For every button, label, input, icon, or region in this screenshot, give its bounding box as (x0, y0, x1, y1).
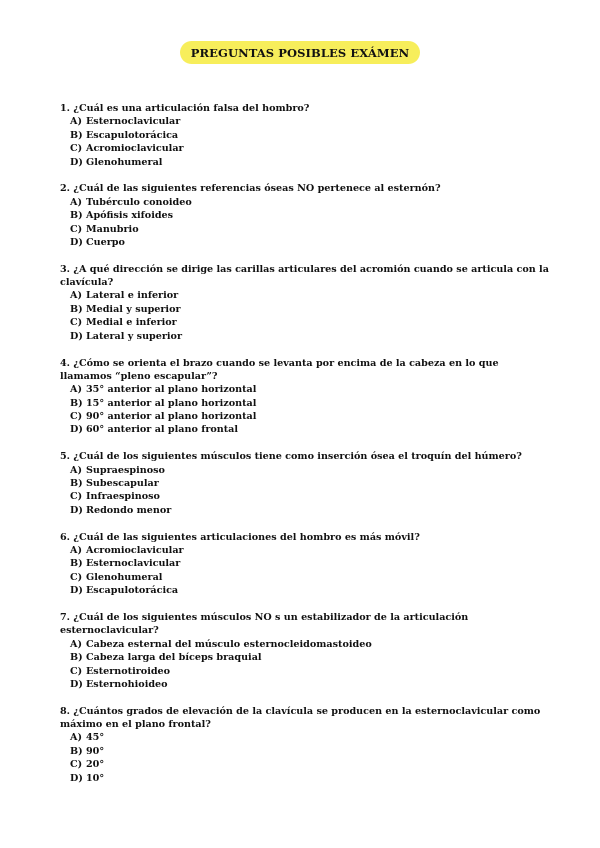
question-text: 4. ¿Cómo se orienta el brazo cuando se levanta por encima de la cabeza en lo que llamamos “pleno escapular”? (60, 357, 499, 382)
answer-option (70, 236, 550, 249)
option-letter: D) (70, 330, 83, 342)
question-text: 3. ¿A qué dirección se dirige las carillas articulares del acromión cuando se articula con la clavícula? (60, 263, 549, 289)
option-text: 45° (86, 732, 105, 744)
option-text: Manubrio (86, 223, 139, 235)
answer-option (70, 223, 550, 236)
option-text: Glenohumeral (86, 571, 163, 583)
option-text: Lateral y superior (86, 330, 183, 342)
option-letter: A) (70, 638, 82, 650)
option-letter: A) (70, 116, 82, 128)
answer-option (70, 115, 550, 128)
option-letter: C) (70, 491, 83, 503)
option-letter: C) (70, 143, 83, 155)
option-text: 90° (86, 745, 105, 757)
option-text: Cabeza larga del bíceps braquial (86, 652, 262, 664)
answer-option (70, 745, 550, 758)
option-letter: C) (70, 571, 83, 583)
answer-option (70, 303, 550, 316)
answer-option (70, 504, 550, 517)
answer-option (70, 423, 550, 436)
answer-option (70, 383, 550, 396)
option-text: Acromioclavicular (86, 143, 184, 155)
option-text: Escapulotorácica (86, 129, 179, 141)
answer-option (70, 665, 550, 678)
option-letter: A) (70, 464, 82, 476)
question-text: 6. ¿Cuál de las siguientes articulaciones del hombro es más móvil? (60, 531, 420, 543)
answer-options (60, 383, 550, 437)
answer-options (60, 464, 550, 518)
question-text: 1. ¿Cuál es una articulación falsa del hombro? (60, 103, 310, 114)
answer-option (70, 209, 550, 222)
question-block (60, 182, 550, 249)
answer-option (70, 557, 550, 570)
answer-option (70, 651, 550, 664)
answer-options (60, 731, 550, 785)
option-letter: C) (70, 223, 83, 235)
option-text: Esternoclavicular (86, 558, 181, 570)
option-letter: A) (70, 384, 82, 396)
option-text: Cuerpo (86, 236, 125, 248)
option-letter: B) (70, 652, 83, 664)
option-letter: C) (70, 759, 83, 771)
option-letter: D) (70, 236, 83, 248)
answer-option (70, 490, 550, 503)
option-text: Esternoclavicular (86, 116, 181, 128)
answer-option (70, 464, 550, 477)
answer-option (70, 330, 550, 343)
option-letter: D) (70, 678, 83, 690)
question-text: 8. ¿Cuántos grados de elevación de la clavícula se producen en la esternoclavicular como máximo en el plano frontal? (60, 705, 541, 731)
answer-option (70, 410, 550, 423)
question-text: 5. ¿Cuál de los siguientes músculos tiene como inserción ósea el troquín del húmero? (60, 451, 522, 463)
option-letter: D) (70, 424, 83, 436)
option-text: Lateral e inferior (86, 290, 179, 302)
answer-option (70, 758, 550, 771)
question-list (60, 102, 550, 799)
answer-option (70, 638, 550, 651)
question-block (60, 102, 550, 169)
answer-option (70, 142, 550, 155)
option-letter: A) (70, 545, 82, 556)
question-block (60, 531, 550, 598)
option-letter: D) (70, 772, 83, 784)
option-text: 90° anterior al plano horizontal (86, 410, 257, 422)
option-letter: B) (70, 210, 83, 222)
question-text: 7. ¿Cuál de los siguientes músculos NO s un estabilizador de la articulación esternoclavicular? (60, 612, 469, 637)
answer-option (70, 678, 550, 691)
option-letter: C) (70, 665, 83, 677)
question-block (60, 450, 550, 517)
answer-option (70, 397, 550, 410)
option-text: Esternohioideo (86, 678, 168, 690)
option-letter: A) (70, 196, 82, 208)
option-text: Glenohumeral (86, 156, 163, 168)
answer-option (70, 289, 550, 302)
option-letter: A) (70, 290, 82, 302)
question-block (60, 263, 550, 343)
option-text: Redondo menor (86, 504, 172, 516)
page-title: PREGUNTAS POSIBLES EXÁMEN (180, 41, 420, 64)
option-text: Esternotiroideo (86, 665, 171, 677)
option-letter: B) (70, 745, 83, 757)
option-text: 20° (86, 759, 105, 771)
option-letter: A) (70, 732, 82, 744)
answer-option (70, 316, 550, 329)
question-block (60, 705, 550, 785)
answer-option (70, 731, 550, 744)
option-text: Acromioclavicular (86, 545, 184, 556)
answer-option (70, 544, 550, 557)
option-text: Medial y superior (86, 303, 181, 315)
option-text: Subescapular (86, 477, 159, 489)
option-letter: B) (70, 129, 83, 141)
question-block (60, 357, 550, 437)
option-letter: D) (70, 156, 83, 168)
answer-options (60, 115, 550, 169)
answer-option (70, 129, 550, 142)
option-letter: C) (70, 317, 83, 329)
answer-options (60, 638, 550, 692)
answer-option (70, 772, 550, 785)
option-letter: C) (70, 410, 83, 422)
option-text: Cabeza esternal del músculo esternocleidomastoideo (86, 638, 372, 650)
option-letter: B) (70, 303, 83, 315)
option-letter: D) (70, 504, 83, 516)
answer-option (70, 584, 550, 597)
option-text: Infraespinoso (86, 491, 160, 503)
option-text: 10° (86, 772, 105, 784)
answer-option (70, 571, 550, 584)
answer-option (70, 196, 550, 209)
question-block (60, 611, 550, 691)
title-container (0, 41, 600, 64)
question-text: 2. ¿Cuál de las siguientes referencias óseas NO pertenece al esternón? (60, 183, 441, 195)
option-text: Escapulotorácica (86, 585, 179, 597)
option-text: Tubérculo conoideo (86, 196, 192, 208)
option-letter: B) (70, 558, 83, 570)
option-text: Supraespinoso (86, 464, 165, 476)
option-text: Apófisis xifoides (86, 210, 174, 222)
option-text: Medial e inferior (86, 317, 177, 329)
answer-options (60, 196, 550, 250)
answer-option (70, 477, 550, 490)
answer-option (70, 156, 550, 169)
answer-options (60, 289, 550, 343)
option-letter: D) (70, 585, 83, 597)
option-letter: B) (70, 397, 83, 409)
answer-options (60, 544, 550, 598)
option-text: 35° anterior al plano horizontal (86, 384, 257, 396)
option-text: 60° anterior al plano frontal (86, 424, 239, 436)
option-text: 15° anterior al plano horizontal (86, 397, 257, 409)
option-letter: B) (70, 477, 83, 489)
